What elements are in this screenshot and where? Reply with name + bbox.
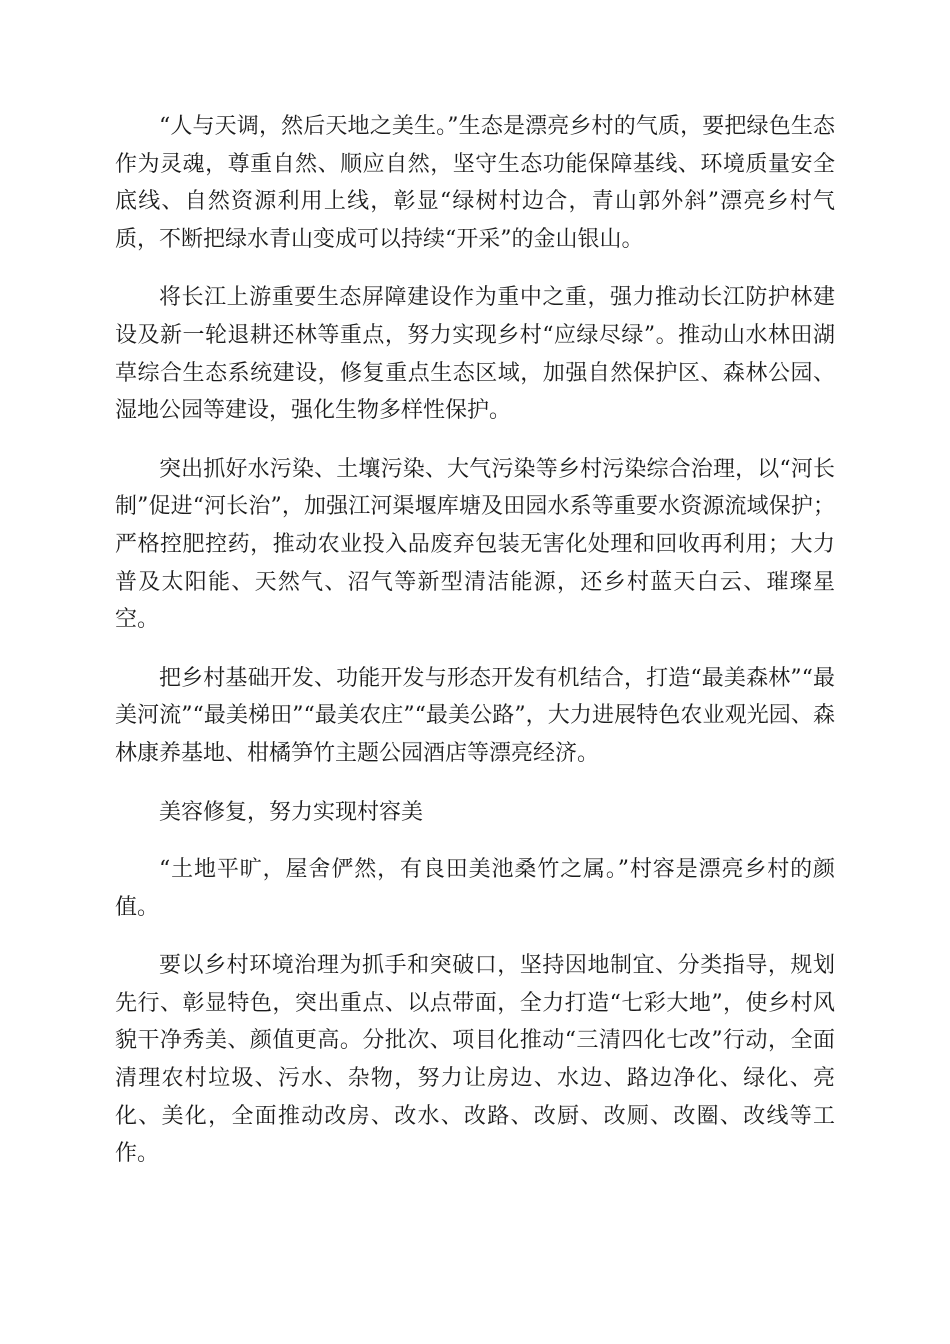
paragraph-pollution-control: 突出抓好水污染、土壤污染、大气污染等乡村污染综合治理，以“河长制”促进“河长治”，加强江河渠堰库塘及田园水系等重要水资源流域保护；严格控肥控药，推动农业投入品废弃包装无害化处理和回收再利用；大力普及太阳能、天然气、沼气等新型清洁能源，还乡村蓝天白云、璀璨星空。 xyxy=(115,456,835,633)
document-page xyxy=(115,108,835,1194)
paragraph-rural-development: 把乡村基础开发、功能开发与形态开发有机结合，打造“最美森林”“最美河流”“最美梯田”“最美农庄”“最美公路”，大力进展特色农业观光园、森林康养基地、柑橘笋竹主题公园酒店等漂亮经济。 xyxy=(115,665,835,766)
paragraph-ecology-intro: “人与天调，然后天地之美生。”生态是漂亮乡村的气质，要把绿色生态作为灵魂，尊重自然、顺应自然，坚守生态功能保障基线、环境质量安全底线、自然资源利用上线，彰显“绿树村边合，青山郭外斜”漂亮乡村气质，不断把绿水青山变成可以持续“开采”的金山银山。 xyxy=(115,114,835,252)
paragraph-yangtze-barrier: 将长江上游重要生态屏障建设作为重中之重，强力推动长江防护林建设及新一轮退耕还林等重点，努力实现乡村“应绿尽绿”。推动山水林田湖草综合生态系统建设，修复重点生态区域，加强自然保护区、森林公园、湿地公园等建设，强化生物多样性保护。 xyxy=(115,285,835,424)
section-heading-village-appearance: 美容修复，努力实现村容美 xyxy=(159,799,424,825)
paragraph-environment-governance: 要以乡村环境治理为抓手和突破口，坚持因地制宜、分类指导，规划先行、彰显特色，突出重点、以点带面，全力打造“七彩大地”，使乡村风貌干净秀美、颜值更高。分批次、项目化推动“三清四化七改”行动，全面清理农村垃圾、污水、杂物，努力让房边、水边、路边净化、绿化、亮化、美化，全面推动改房、改水、改路、改厨、改厕、改圈、改线等工作。 xyxy=(115,953,835,1167)
paragraph-village-appearance-quote: “土地平旷，屋舍俨然，有良田美池桑竹之属。”村容是漂亮乡村的颜值。 xyxy=(115,857,835,920)
